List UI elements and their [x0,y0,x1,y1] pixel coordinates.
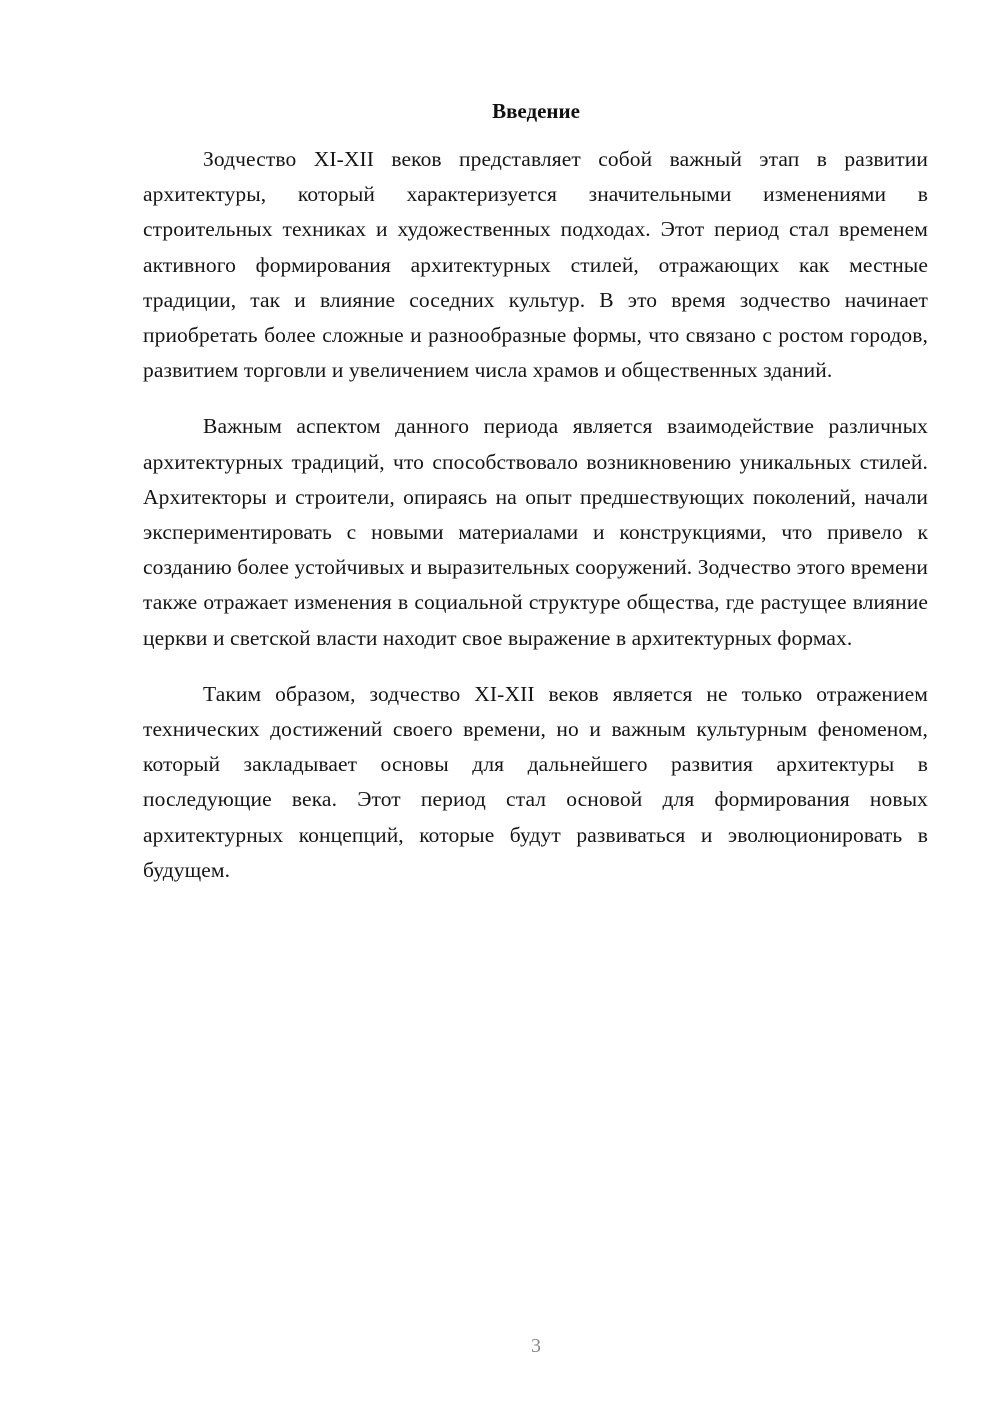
page-number: 3 [531,1335,541,1357]
paragraph-3: Таким образом, зодчество XI-XII веков является не только отражением технических достижений своего времени, но и важным культурным феноменом, который закладывает основы для дальнейшего развития архитектуры в последующие века. Этот период стал основой для формирования новых архитектурных концепций, которые будут развиваться и эволюционировать в будущем. [143,681,928,882]
paragraph-1: Зодчество XI-XII веков представляет собой важный этап в развитии архитектуры, который характеризуется значительными изменениями в строительных техниках и художественных подходах. Этот период стал временем активного формирования архитектурных стилей, отражающих как местные традиции, так и влияние соседних культур. В это время зодчество начинает приобретать более сложные и разнообразные формы, что связано с ростом городов, развитием торговли и увеличением числа храмов и общественных зданий. [143,147,928,383]
paragraph-2: Важным аспектом данного периода является взаимодействие различных архитектурных традиций, что способствовало возникновению уникальных стилей. Архитекторы и строители, опираясь на опыт предшествующих поколений, начали экспериментировать с новыми материалами и конструкциями, что привело к созданию более устойчивых и выразительных сооружений. Зодчество этого времени также отражает изменения в социальной структуре общества, где растущее влияние церкви и светской власти находит свое выражение в архитектурных формах. [143,414,928,650]
document-body [143,142,928,888]
page-title: Введение [492,99,580,123]
